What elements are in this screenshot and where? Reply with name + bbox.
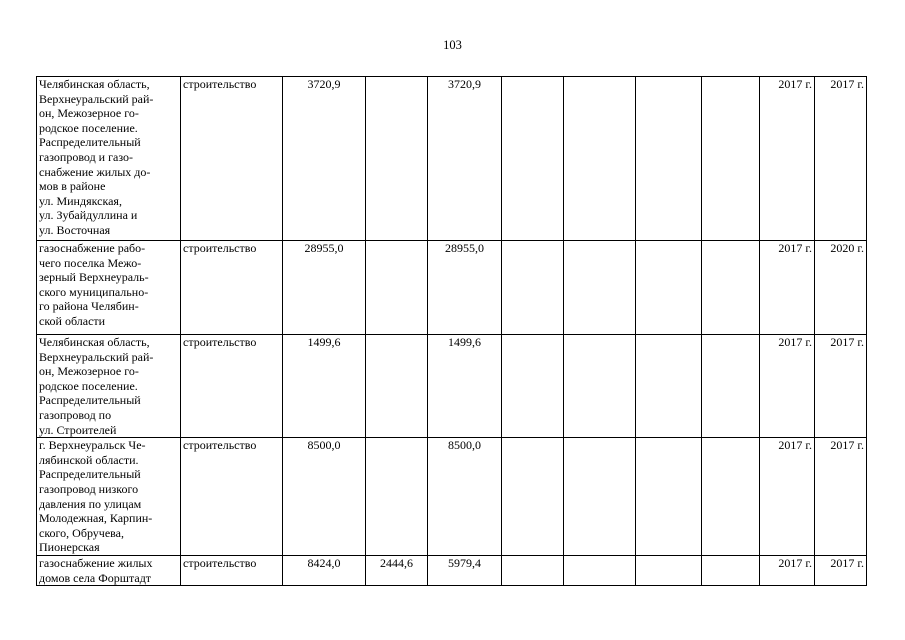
empty-cell — [564, 556, 636, 586]
start-year-cell: 2017 г. — [760, 241, 815, 335]
work-type-cell: строительство — [181, 438, 283, 556]
total-cost-cell: 28955,0 — [283, 241, 366, 335]
object-name-line: ул. Зубайдуллина и — [39, 208, 138, 223]
object-name-line: Распределительный — [39, 393, 141, 408]
empty-cell — [702, 241, 760, 335]
object-name-line: давления по улицам — [39, 496, 142, 511]
work-type-cell: строительство — [181, 335, 283, 438]
empty-cell — [502, 556, 564, 586]
object-name-cell — [37, 241, 181, 335]
table-row — [37, 335, 867, 438]
end-year-cell: 2020 г. — [815, 241, 867, 335]
start-year-cell: 2017 г. — [760, 77, 815, 241]
object-name-cell — [37, 335, 181, 438]
empty-cell — [502, 438, 564, 556]
table-row — [37, 241, 867, 335]
federal-funds-cell — [366, 241, 428, 335]
empty-cell — [502, 335, 564, 438]
empty-cell — [702, 77, 760, 241]
object-name-line: родское поселение. — [39, 120, 138, 135]
object-name-line: ул. Миндякская, — [39, 193, 122, 208]
start-year-cell: 2017 г. — [760, 335, 815, 438]
empty-cell — [564, 335, 636, 438]
empty-cell — [636, 335, 702, 438]
object-name-line: газоснабжение жилых — [39, 556, 153, 571]
object-name-line: Распределительный — [39, 467, 141, 482]
investment-table — [36, 76, 867, 586]
object-name-line: Челябинская область, — [39, 77, 150, 91]
table-body — [37, 77, 867, 586]
end-year-cell: 2017 г. — [815, 556, 867, 586]
table-row — [37, 77, 867, 241]
object-name-line: г. Верхнеуральск Че- — [39, 438, 146, 453]
empty-cell — [564, 241, 636, 335]
object-name-cell — [37, 77, 181, 241]
object-name-line: снабжение жилых до- — [39, 164, 151, 179]
object-name-line: ского муниципально- — [39, 284, 149, 299]
regional-funds-cell: 3720,9 — [428, 77, 502, 241]
regional-funds-cell: 1499,6 — [428, 335, 502, 438]
object-name-line: лябинской области. — [39, 452, 139, 467]
object-name-line: го района Челябин- — [39, 299, 139, 314]
object-name-cell — [37, 438, 181, 556]
object-name-line: Челябинская область, — [39, 335, 150, 349]
work-type-cell: строительство — [181, 77, 283, 241]
object-name-line: родское поселение. — [39, 378, 138, 393]
empty-cell — [502, 241, 564, 335]
empty-cell — [702, 335, 760, 438]
empty-cell — [502, 77, 564, 241]
object-name-line: ул. Восточная — [39, 222, 111, 237]
table-row — [37, 438, 867, 556]
regional-funds-cell: 5979,4 — [428, 556, 502, 586]
start-year-cell: 2017 г. — [760, 438, 815, 556]
object-name-line: газопровод по — [39, 407, 112, 422]
total-cost-cell: 8424,0 — [283, 556, 366, 586]
object-name-line: газопровод низкого — [39, 481, 139, 496]
work-type-cell: строительство — [181, 241, 283, 335]
regional-funds-cell: 28955,0 — [428, 241, 502, 335]
end-year-cell: 2017 г. — [815, 335, 867, 438]
total-cost-cell: 8500,0 — [283, 438, 366, 556]
object-name-line: домов села Форштадт — [39, 570, 152, 585]
start-year-cell: 2017 г. — [760, 556, 815, 586]
empty-cell — [636, 438, 702, 556]
empty-cell — [702, 556, 760, 586]
object-name-line: Верхнеуральский рай- — [39, 349, 154, 364]
regional-funds-cell: 8500,0 — [428, 438, 502, 556]
object-name-line: ского, Обручева, — [39, 525, 124, 540]
object-name-line: зерный Верхнеураль- — [39, 270, 149, 285]
object-name-line: Распределительный — [39, 135, 141, 150]
object-name-line: Пионерская — [39, 540, 100, 555]
federal-funds-cell — [366, 335, 428, 438]
empty-cell — [564, 438, 636, 556]
object-name-line: ул. Строителей — [39, 422, 117, 437]
empty-cell — [636, 77, 702, 241]
object-name-line: он, Межозерное го- — [39, 364, 139, 379]
work-type-cell: строительство — [181, 556, 283, 586]
object-name-line: мов в районе — [39, 179, 106, 194]
empty-cell — [636, 556, 702, 586]
object-name-line: газопровод и газо- — [39, 149, 134, 164]
table-row — [37, 556, 867, 586]
federal-funds-cell — [366, 77, 428, 241]
federal-funds-cell — [366, 438, 428, 556]
object-name-line: чего поселка Межо- — [39, 255, 142, 270]
empty-cell — [636, 241, 702, 335]
empty-cell — [564, 77, 636, 241]
object-name-line: Молодежная, Карпин- — [39, 511, 153, 526]
object-name-line: ской области — [39, 313, 106, 328]
end-year-cell: 2017 г. — [815, 438, 867, 556]
object-name-cell — [37, 556, 181, 586]
object-name-line: газоснабжение рабо- — [39, 241, 146, 255]
object-name-line: он, Межозерное го- — [39, 106, 139, 121]
empty-cell — [702, 438, 760, 556]
total-cost-cell: 3720,9 — [283, 77, 366, 241]
object-name-line: Верхнеуральский рай- — [39, 91, 154, 106]
end-year-cell: 2017 г. — [815, 77, 867, 241]
total-cost-cell: 1499,6 — [283, 335, 366, 438]
page-number: 103 — [443, 38, 462, 52]
federal-funds-cell: 2444,6 — [366, 556, 428, 586]
